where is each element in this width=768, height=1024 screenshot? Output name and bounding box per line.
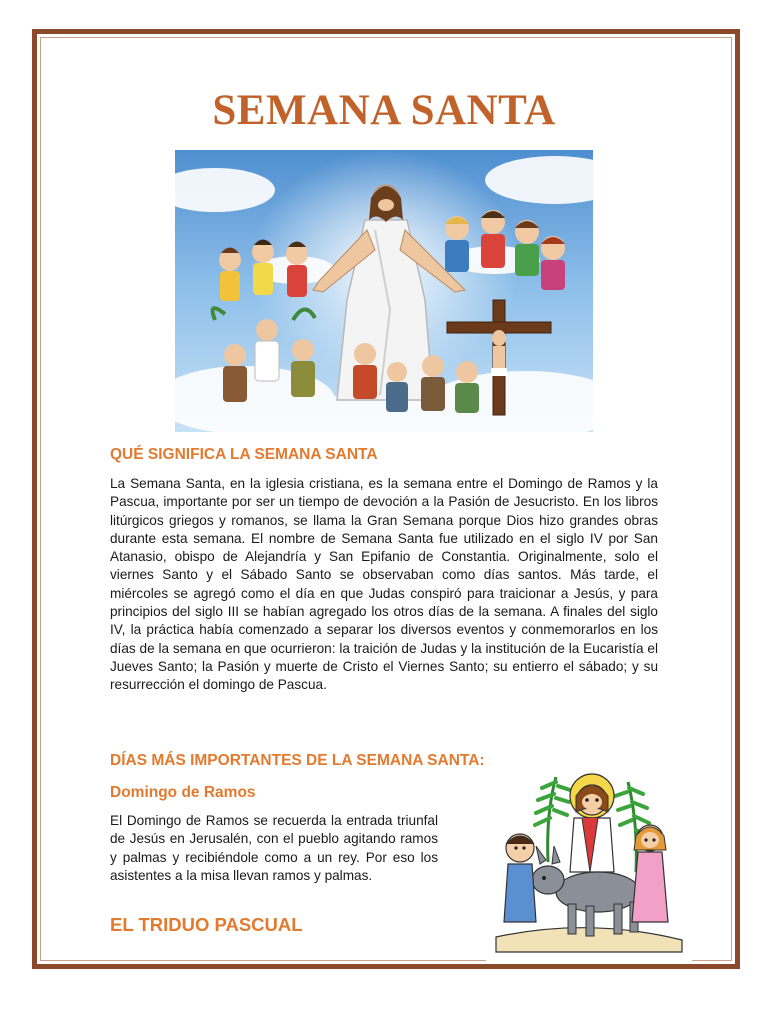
document-title: SEMANA SANTA [212,87,556,134]
section-heading-significado: QUÉ SIGNIFICA LA SEMANA SANTA [110,446,378,463]
section-body-domingo-ramos: El Domingo de Ramos se recuerda la entrada triunfal de Jesús en Jerusalén, con el pueblo agitando ramos y palmas y recibiéndole como a un rey. Por eso los asistentes a la misa llevan ramos y palmas. [110,813,438,883]
subheading-domingo-ramos: Domingo de Ramos [110,784,256,801]
section-body-significado: La Semana Santa, en la iglesia cristiana, es la semana entre el Domingo de Ramos y la Pascua, importante por ser un tiempo de devoción a la Pasión de Jesucristo. En los libros litúrgicos griegos y romanos, se llama la Gran Semana porque Dios hizo grandes obras durante esta semana. El nombre de Semana Santa fue utilizado en el siglo IV por San Atanasio, obispo de Alejandría y San Epifanio de Constantia. Originalmente, solo el viernes Santo y el Sábado Santo se observaban como días santos. Más tarde, el miércoles se agregó como el día en que Judas conspiró para traicionar a Jesús, y para principios del siglo III se habían agregado los otros días de la semana. A finales del siglo IV, la práctica había comenzado a separar los diversos eventos y conmemorarlos en los días de la semana en que ocurrieron: la traición de Judas y la institución de la Eucaristía el Jueves Santo; la Pasión y muerte de Cristo el Viernes Santo; su entierro el sábado; y su resurrección el domingo de Pascua. [110,476,658,693]
resurrection-illustration [175,150,593,432]
section-heading-triduo: EL TRIDUO PASCUAL [110,914,303,935]
section-heading-dias: DÍAS MÁS IMPORTANTES DE LA SEMANA SANTA: [110,752,485,769]
palm-sunday-illustration [486,752,692,962]
